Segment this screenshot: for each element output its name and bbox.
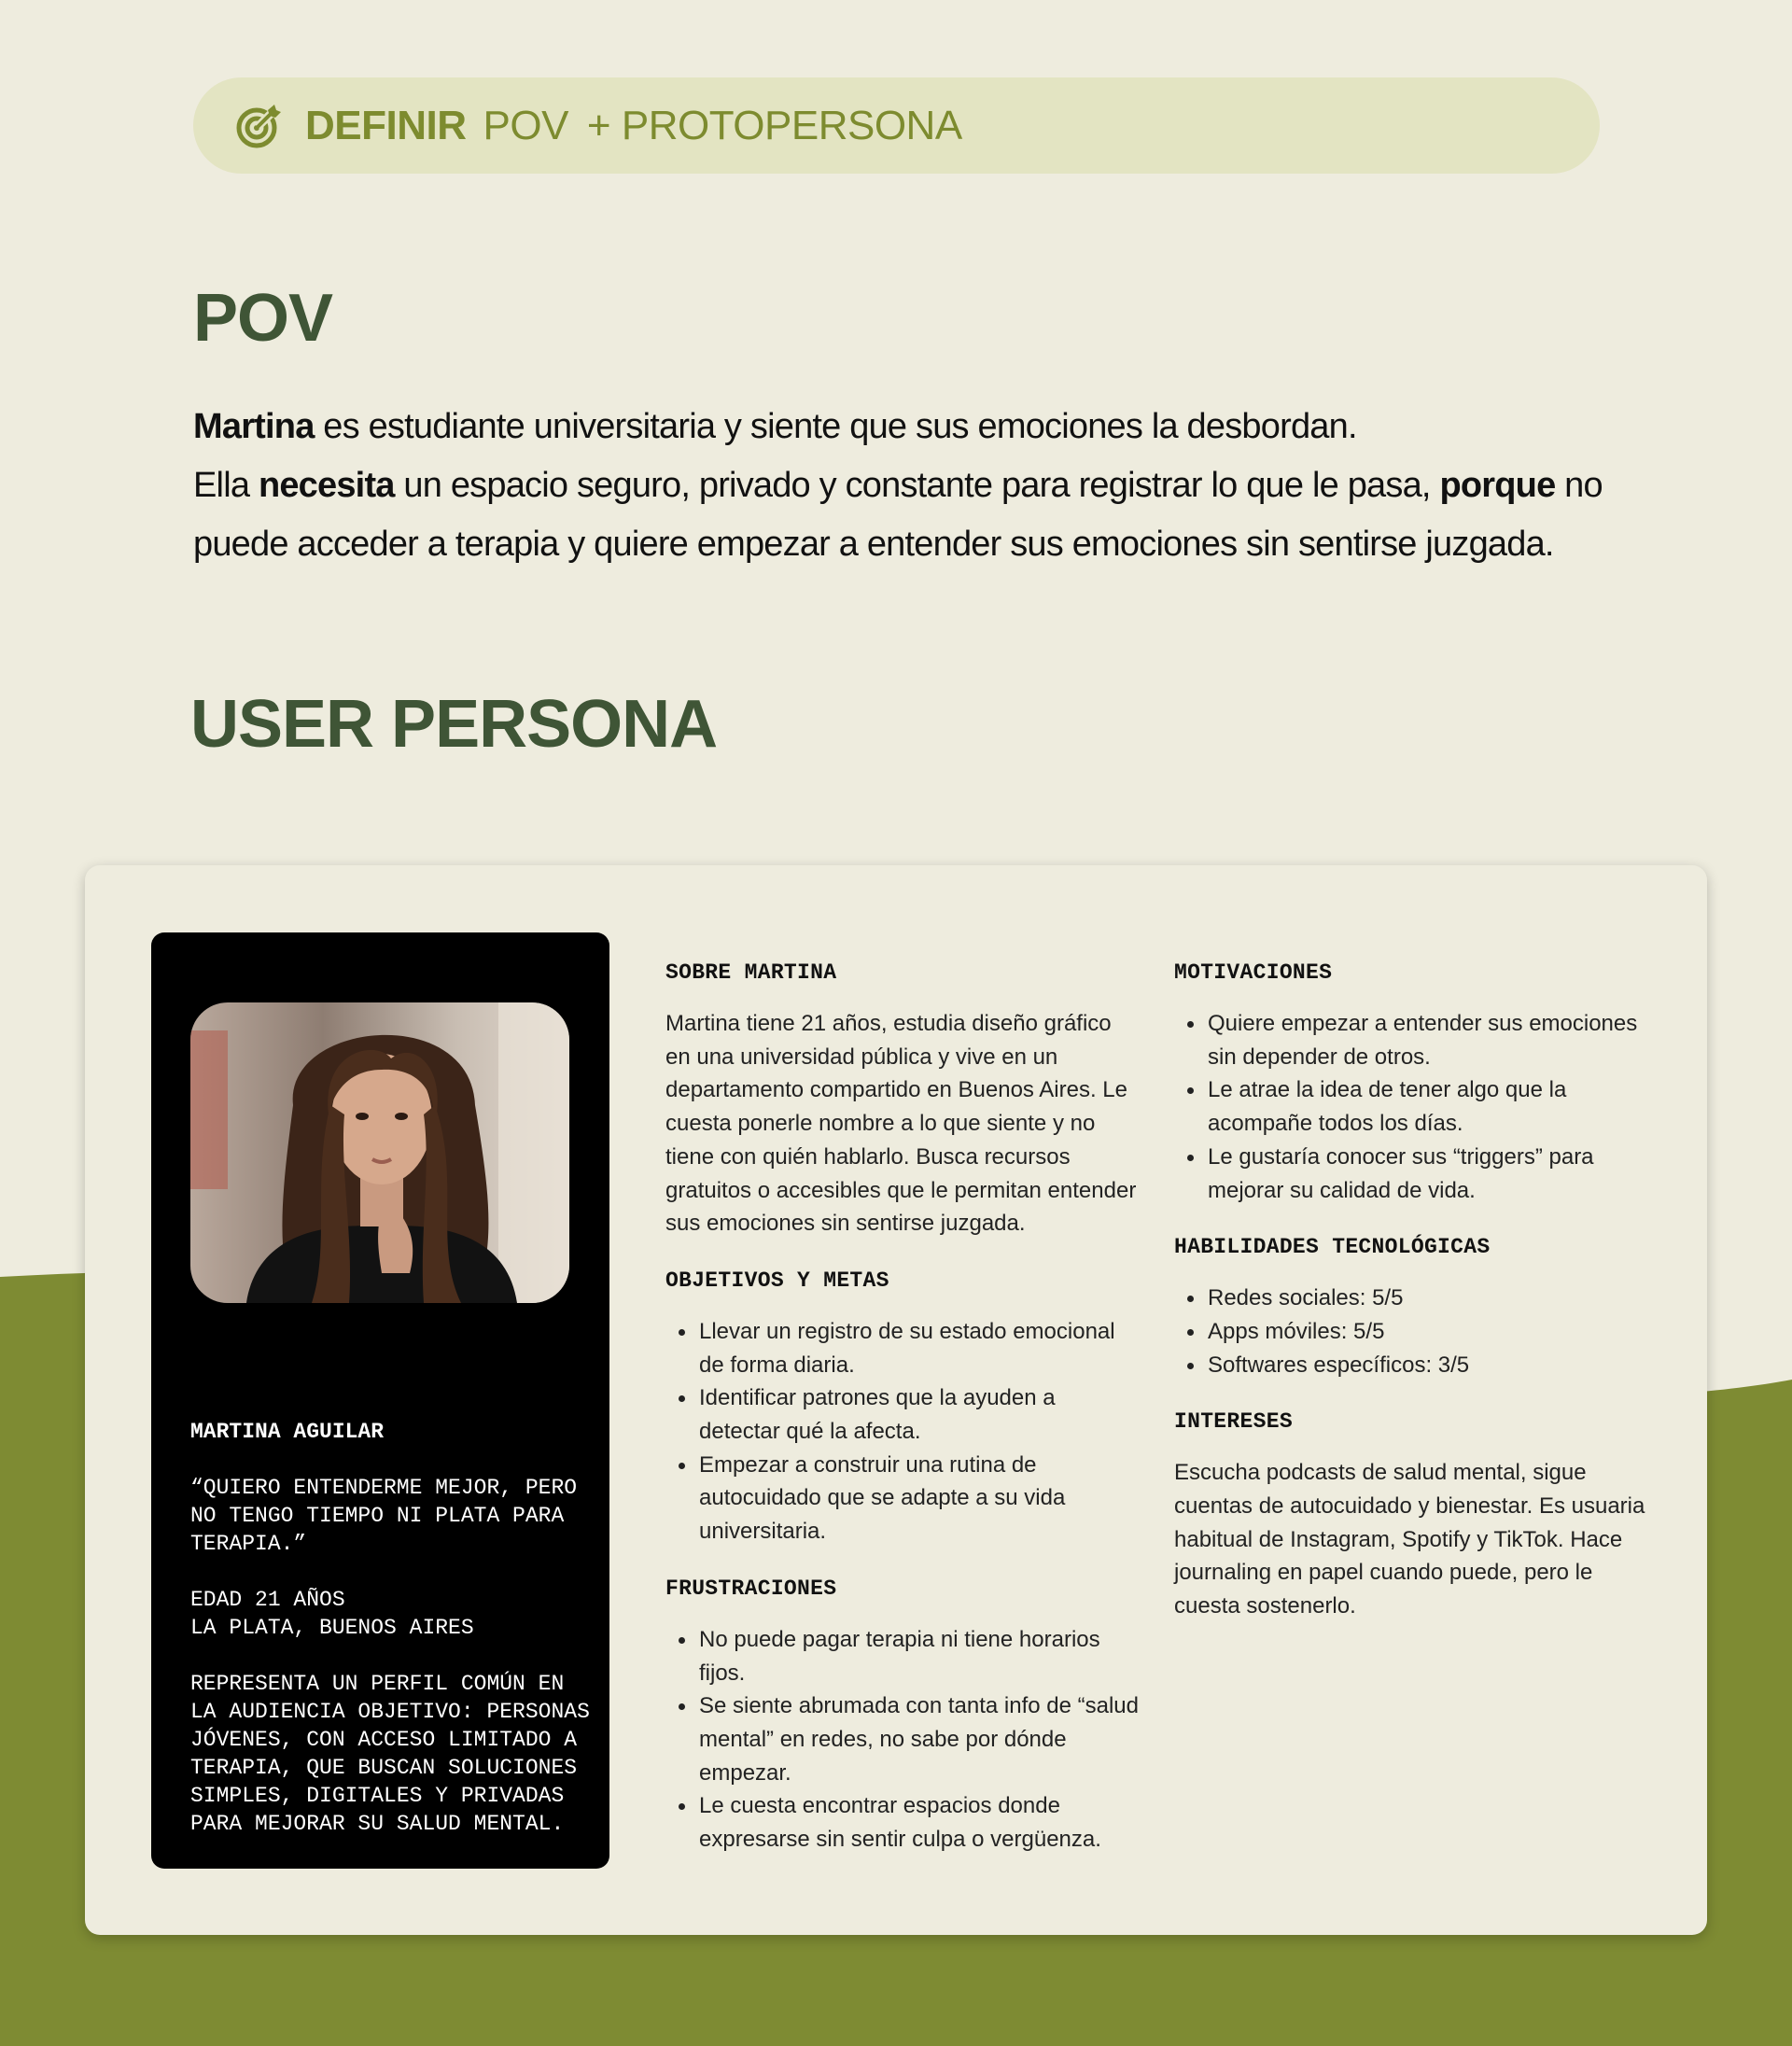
pov-keyword-need: necesita [258, 466, 395, 505]
pov-line2-mid: un espacio seguro, privado y constante para registrar lo que le pasa, [394, 466, 1440, 505]
section-header-pill [193, 77, 1600, 174]
pov-line2-start: Ella [193, 466, 259, 505]
interests-text: Escucha podcasts de salud mental, sigue cuentas de autocuidado y bienestar. Es usuaria habitual de Instagram, Spotify y TikTok. Hace journaling en papel cuando puede, pero le cuesta sostenerlo. [1174, 1460, 1645, 1619]
phase-label: DEFINIR [305, 102, 467, 148]
pov-title: POV [193, 281, 333, 356]
persona-column-left [665, 959, 1141, 1883]
persona-location: LA PLATA, BUENOS AIRES [190, 1616, 474, 1640]
list-item: Apps móviles: 5/5 [1174, 1315, 1659, 1349]
persona-name: MARTINA AGUILAR [190, 1420, 385, 1444]
list-item: Llevar un registro de su estado emocional de forma diaria. [665, 1315, 1141, 1381]
pov-keyword-because: porque [1439, 466, 1556, 505]
profile-panel [151, 932, 609, 1869]
goals-list [665, 1315, 1141, 1549]
list-item: No puede pagar terapia ni tiene horarios fijos. [665, 1623, 1141, 1689]
persona-column-right [1174, 959, 1659, 1649]
list-item: Quiere empezar a entender sus emociones sin depender de otros. [1174, 1007, 1659, 1073]
pov-name: Martina [193, 407, 315, 446]
interests-title: INTERESES [1174, 1409, 1293, 1435]
persona-quote: “QUIERO ENTENDERME MEJOR, PERO NO TENGO TIEMPO NI PLATA PARA TERAPIA.” [190, 1476, 578, 1556]
list-item: Le atrae la idea de tener algo que la acompañe todos los días. [1174, 1073, 1659, 1140]
pov-line1: es estudiante universitaria y siente que sus emociones la desbordan. [314, 407, 1357, 446]
persona-age: EDAD 21 AÑOS [190, 1588, 345, 1612]
list-item: Redes sociales: 5/5 [1174, 1282, 1659, 1315]
goals-title: OBJETIVOS Y METAS [665, 1268, 889, 1293]
persona-representation: REPRESENTA UN PERFIL COMÚN EN LA AUDIENCIA OBJETIVO: PERSONAS JÓVENES, CON ACCESO LIMITADO A TERAPIA, QUE BUSCAN SOLUCIONES SIMPLES, DIGITALES Y PRIVADAS PARA MEJORAR SU SALUD MENTAL. [190, 1672, 590, 1836]
list-item: Se siente abrumada con tanta info de “salud mental” en redes, no sabe por dónde empezar. [665, 1689, 1141, 1789]
pov-statement [193, 398, 1621, 574]
list-item: Le cuesta encontrar espacios donde expresarse sin sentir culpa o vergüenza. [665, 1789, 1141, 1856]
pov-line2-end: no puede acceder a terapia y quiere empezar a entender sus emociones sin sentirse juzgada. [193, 466, 1603, 564]
user-persona-title: USER PERSONA [190, 687, 718, 762]
tech-skills-title: HABILIDADES TECNOLÓGICAS [1174, 1235, 1491, 1260]
list-item: Le gustaría conocer sus “triggers” para mejorar su calidad de vida. [1174, 1141, 1659, 1207]
persona-card [85, 865, 1707, 1935]
frustrations-list [665, 1623, 1141, 1857]
tech-skills-list [1174, 1282, 1659, 1381]
portrait-photo [190, 1002, 569, 1303]
list-item: Empezar a construir una rutina de autocuidado que se adapte a su vida universitaria. [665, 1449, 1141, 1549]
list-item: Identificar patrones que la ayuden a detectar qué la afecta. [665, 1381, 1141, 1448]
frustrations-title: FRUSTRACIONES [665, 1576, 837, 1601]
list-item: Softwares específicos: 3/5 [1174, 1349, 1659, 1382]
target-icon [234, 102, 283, 150]
about-title: SOBRE MARTINA [665, 960, 837, 985]
motivations-title: MOTIVACIONES [1174, 960, 1333, 985]
motivations-list [1174, 1007, 1659, 1207]
pov-label: POV [483, 102, 568, 148]
protopersona-label: + PROTOPERSONA [586, 102, 962, 148]
about-text: Martina tiene 21 años, estudia diseño gráfico en una universidad pública y vive en un departamento compartido en Buenos Aires. Le cuesta ponerle nombre a lo que siente y no tiene con quién hablarlo. Busca recursos gratuitos o accesibles que le permitan entender sus emociones sin sentirse juzgada. [665, 1011, 1137, 1237]
